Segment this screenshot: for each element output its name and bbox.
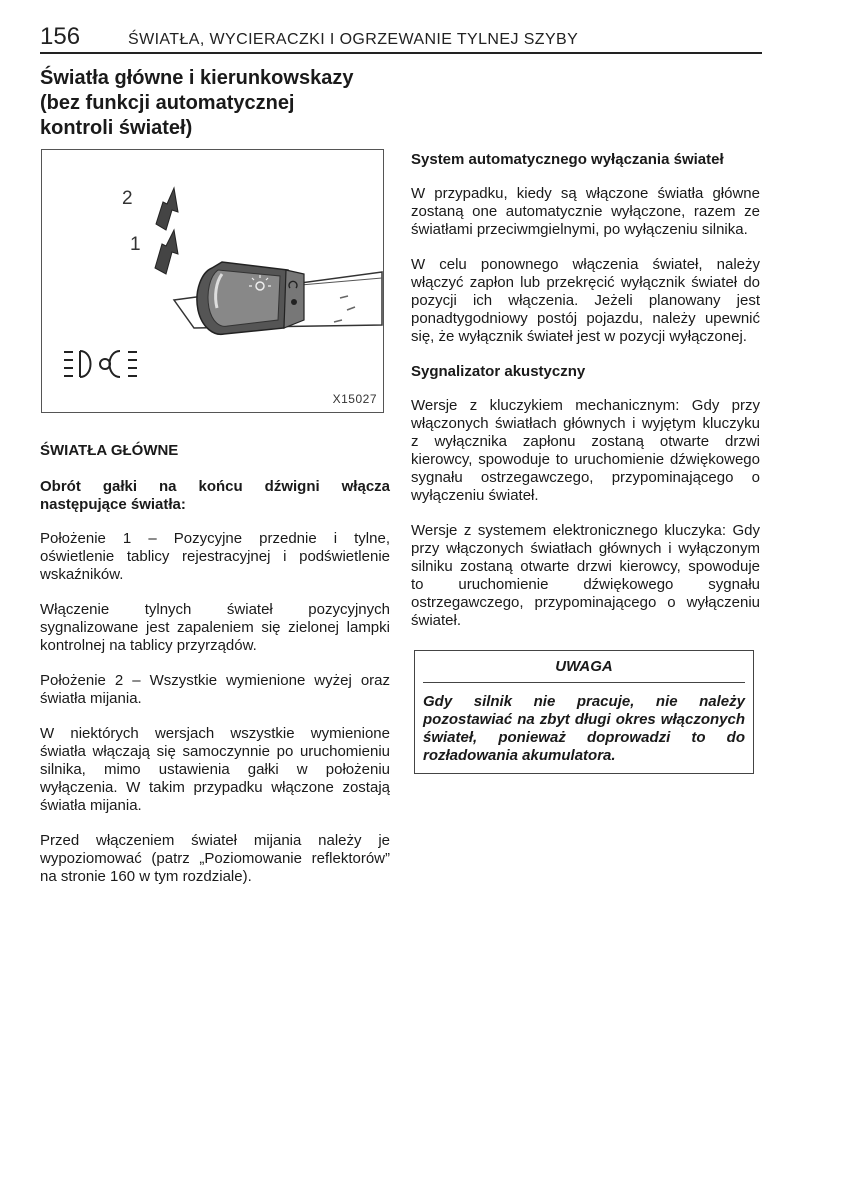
arrow-up-2-icon [156, 188, 178, 230]
section-title-line-1: Światła główne i kierunkowskazy [40, 67, 354, 89]
figure-label-position-1: 1 [130, 234, 141, 255]
buzzer-heading: Sygnalizator akustyczny [411, 363, 586, 380]
collar-dot [291, 299, 297, 305]
main-lights-subheading: Obrót gałki na końcu dźwigni włącza następujące światła: [40, 478, 390, 513]
warning-box [414, 650, 754, 774]
light-switch-drawing [42, 150, 385, 414]
left-paragraph-3: Położenie 2 – Wszystkie wymienione wyżej oraz światła mijania. [40, 672, 390, 707]
figure-label-position-2: 2 [122, 188, 133, 209]
left-paragraph-4: W niektórych wersjach wszystkie wymienione światła włączają się samoczynnie po uruchomieniu silnika, mimo ustawienia gałki w położeniu wyłączenia. W takim przypadku włączone zostają światła mijania. [40, 725, 390, 814]
warning-text: Gdy silnik nie pracuje, nie należy pozostawiać na zbyt długi okres włączonych świateł, ponieważ doprowadzi to do rozładowania akumulatora. [423, 693, 745, 764]
running-title: ŚWIATŁA, WYCIERACZKI I OGRZEWANIE TYLNEJ SZYBY [128, 31, 579, 48]
arrow-up-1-icon [155, 230, 178, 274]
main-lights-heading: ŚWIATŁA GŁÓWNE [40, 442, 179, 459]
headlight-indicator-icon [64, 351, 137, 377]
left-column [40, 442, 390, 903]
section-title-line-2: (bez funkcji automatycznej [40, 92, 295, 114]
section-title-line-3: kontroli świateł) [40, 117, 193, 139]
page-number: 156 [40, 23, 81, 50]
right-paragraph-4: Wersje z systemem elektronicznego kluczyka: Gdy przy włączonych światłach głównych i wyłączonym silniku zostaną otwarte drzwi kierowcy, spowoduje to uruchomienie dźwiękowego sygnału ostrzegawczego, przypominającego o wyłączeniu świateł. [411, 522, 760, 629]
right-paragraph-2: W celu ponownego włączenia świateł, należy włączyć zapłon lub przekręcić wyłącznik świateł do pozycji ich włączenia. Jeżeli planowany jest ponadtygodniowy postój pojazdu, należy upewnić się, że wyłącznik świateł jest w pozycji wyłączonej. [411, 256, 760, 345]
section-title [40, 66, 400, 141]
warning-title: UWAGA [423, 658, 745, 683]
right-paragraph-3: Wersje z kluczykiem mechanicznym: Gdy przy włączonych światłach głównych i wyjętym kluczyku z wyłącznika zapłonu zostaną otwarte drzwi kierowcy, spowoduje to uruchomienie dźwiękowego sygnału ostrzegawczego, przypominającego o wyłączeniu świateł. [411, 397, 760, 504]
auto-off-heading: System automatycznego wyłączania świateł [411, 151, 724, 168]
light-switch-illustration [41, 149, 384, 413]
right-column [411, 151, 760, 774]
left-paragraph-5: Przed włączeniem świateł mijania należy je wypoziomować (patrz „Poziomowanie reflektorów” na stronie 160 w tym rozdziale). [40, 832, 390, 885]
page-header [40, 24, 762, 54]
figure-code: X15027 [332, 392, 377, 406]
left-paragraph-2: Włączenie tylnych świateł pozycyjnych sygnalizowane jest zapaleniem się zielonej lampki kontrolnej na tablicy przyrządów. [40, 601, 390, 654]
right-paragraph-1: W przypadku, kiedy są włączone światła główne zostaną one automatycznie wyłączone, razem ze światłami przeciwmgielnymi, po wyłączeniu silnika. [411, 185, 760, 238]
left-paragraph-1: Położenie 1 – Pozycyjne przednie i tylne, oświetlenie tablicy rejestracyjnej i podświetlenie wskaźników. [40, 530, 390, 583]
